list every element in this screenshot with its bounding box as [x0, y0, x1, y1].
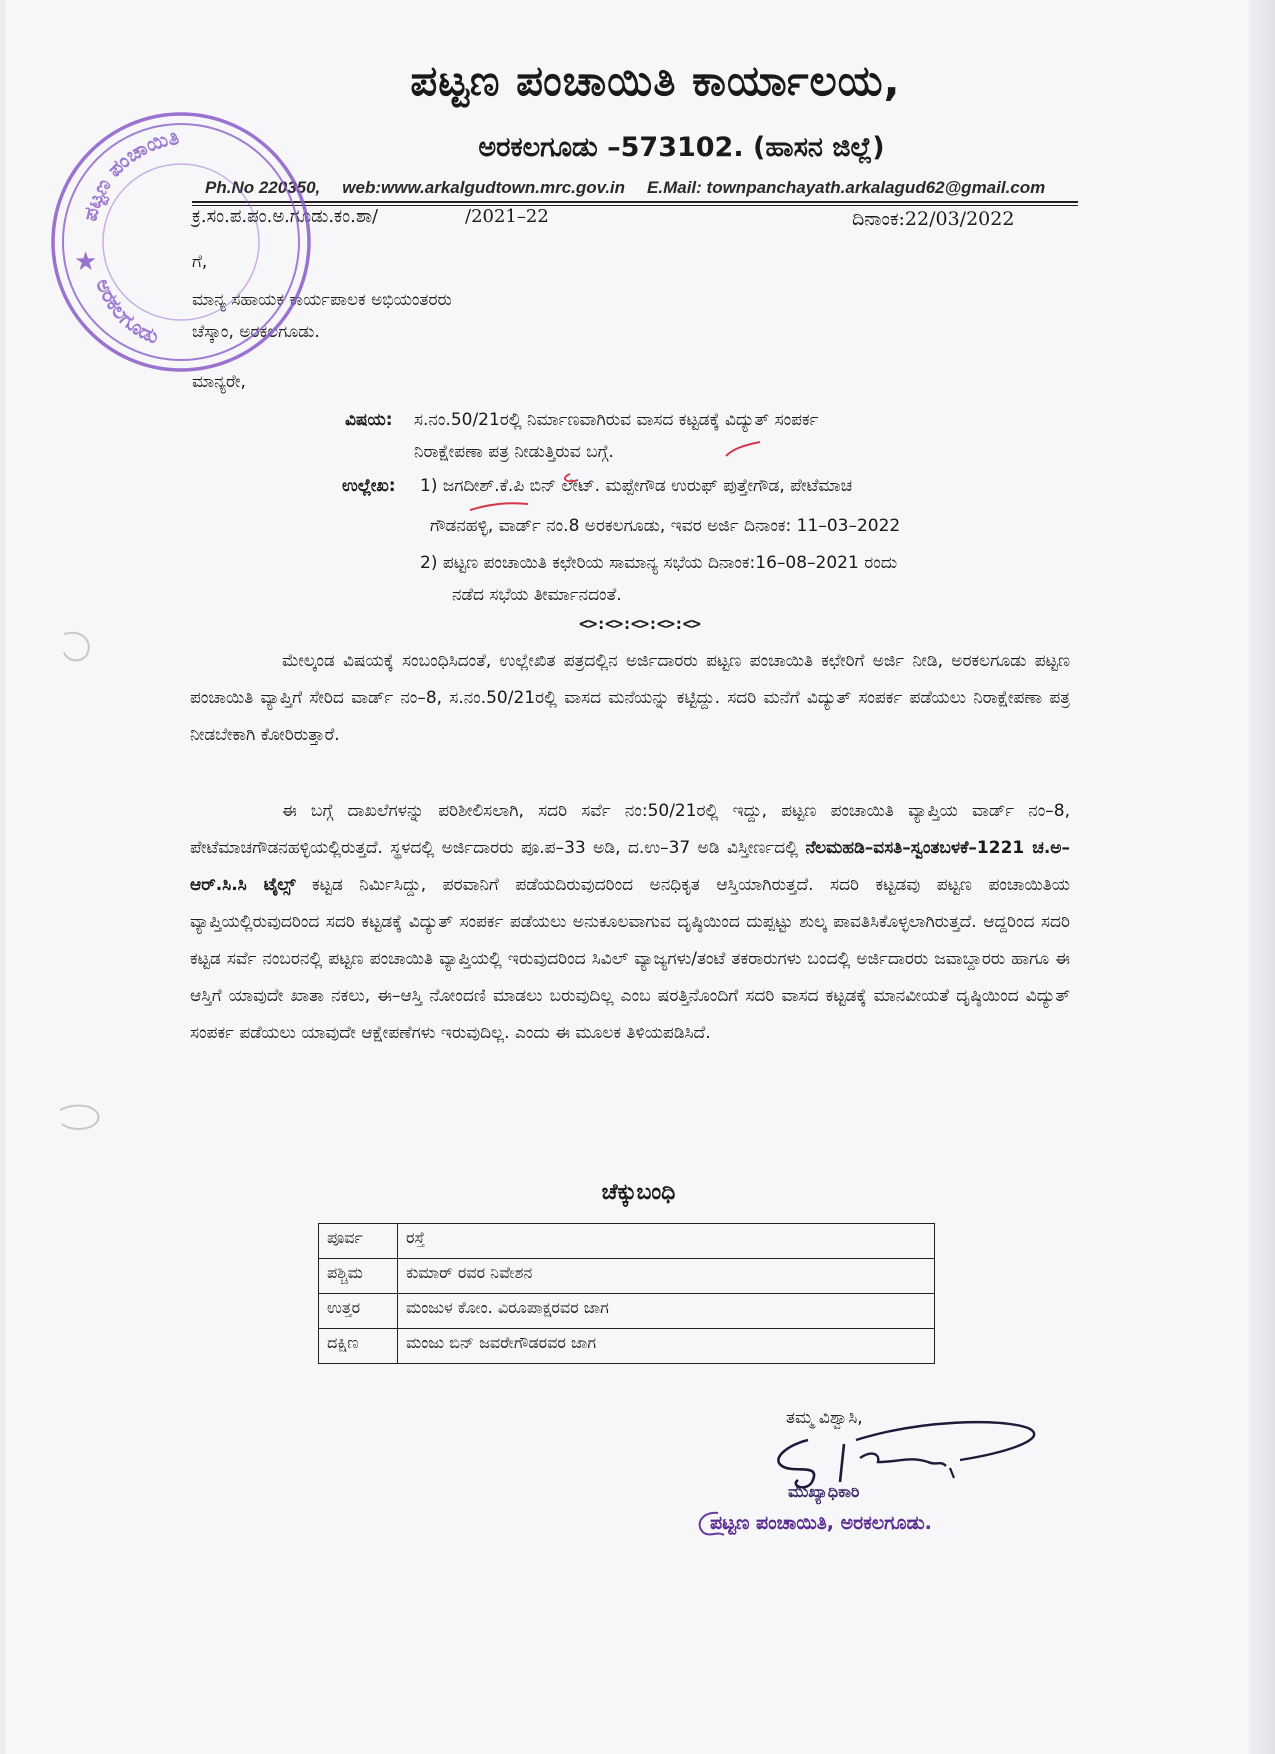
office-title: ಪಟ್ಟಣ ಪಂಚಾಯಿತಿ ಕಾರ್ಯಾಲಯ, — [410, 56, 901, 105]
punch-hole-icon — [50, 620, 100, 670]
building-description: ನೆಲಮಹಡಿ–ವಸತಿ–ಸ್ವಂತಬಳಕೆ–1221 ಚ.ಅ–ಆರ್.ಸಿ.ಸಿ ಟೈಲ್ಸ್ — [190, 838, 1070, 895]
signature-icon — [760, 1410, 1060, 1520]
punch-hole-icon — [50, 1090, 110, 1140]
paper-edge-right — [1249, 0, 1275, 1754]
boundaries-table — [318, 1223, 935, 1364]
office-address: ಅರಕಲಗೂಡು –573102. (ಹಾಸನ ಜಿಲ್ಲೆ) — [478, 132, 885, 163]
boundary-direction: ಪೂರ್ವ — [319, 1224, 398, 1259]
subject-label: ವಿಷಯ: — [345, 410, 393, 430]
svg-text:★: ★ — [74, 247, 98, 277]
website: web:www.arkalgudtown.mrc.gov.in — [342, 178, 626, 197]
boundary-value: ಮಂಜುಳ ಕೋಂ. ವಿರೂಪಾಕ್ಷರವರ ಜಾಗ — [398, 1294, 935, 1329]
stamp-flourish-icon — [688, 1505, 728, 1545]
pen-annotation-icon — [470, 440, 830, 550]
reference-2-line-2: ನಡೆದ ಸಭೆಯ ತೀರ್ಮಾನದಂತೆ. — [452, 585, 622, 605]
table-row — [319, 1224, 935, 1259]
closing-text: ತಮ್ಮ ವಿಶ್ವಾಸಿ, — [786, 1408, 863, 1428]
email-address: E.Mail: townpanchayath.arkalagud62@gmail.com — [647, 178, 1046, 197]
letter-date: ದಿನಾಂಕ:22/03/2022 — [852, 208, 1015, 230]
body-paragraph-1: ಮೇಲ್ಕಂಡ ವಿಷಯಕ್ಕೆ ಸಂಬಂಧಿಸಿದಂತೆ, ಉಲ್ಲೇಖಿತ ಪತ್ರದಲ್ಲಿನ ಅರ್ಜಿದಾರರು ಪಟ್ಟಣ ಪಂಚಾಯಿತಿ ಕಛೇರಿಗೆ ಅರ್ಜಿ ನೀಡಿ, ಅರಕಲಗೂಡು ಪಟ್ಟಣ ಪಂಚಾಯಿತಿ ವ್ಯಾಪ್ತಿಗೆ ಸೇರಿದ ವಾರ್ಡ್ ನಂ–8, ಸ.ನಂ.50/21ರಲ್ಲಿ ವಾಸದ ಮನೆಯನ್ನು ಕಟ್ಟಿದ್ದು. ಸದರಿ ಮನೆಗೆ ವಿದ್ಯುತ್ ಸಂಪರ್ಕ ಪಡೆಯಲು ನಿರಾಕ್ಷೇಪಣಾ ಪತ್ರ ನೀಡಬೇಕಾಗಿ ಕೋರಿರುತ್ತಾರೆ. — [190, 651, 1070, 745]
reference-year: /2021–22 — [465, 206, 549, 227]
boundary-direction: ಉತ್ತರ — [319, 1294, 398, 1329]
reference-number: ಕ್ರ.ಸಂ.ಪ.ಪಂ.ಅ.ಗೂಡು.ಕಂ.ಶಾ/ — [192, 206, 379, 227]
references-label: ಉಲ್ಲೇಖ: — [342, 476, 396, 496]
boundary-value: ರಸ್ತೆ — [398, 1224, 935, 1259]
subject-line-1: ಸ.ನಂ.50/21ರಲ್ಲಿ ನಿರ್ಮಾಣವಾಗಿರುವ ವಾಸದ ಕಟ್ಟಡಕ್ಕೆ ವಿದ್ಯುತ್ ಸಂಪರ್ಕ — [414, 410, 819, 430]
boundary-value: ಕುಮಾರ್ ರವರ ನಿವೇಶನ — [398, 1259, 935, 1294]
phone-number: Ph.No 220350, — [205, 178, 321, 197]
boundaries-heading: ಚೆಕ್ಕುಬಂಧಿ — [601, 1180, 676, 1205]
addressee-line-1: ಮಾನ್ಯ ಸಹಾಯಕ ಕಾರ್ಯಪಾಲಕ ಅಭಿಯಂತರರು — [192, 290, 452, 310]
signatory-title: ಮುಖ್ಯಾಧಿಕಾರಿ — [788, 1482, 860, 1501]
reference-1-line-1: 1) ಜಗದೀಶ್.ಕೆ.ಪಿ ಬಿನ್ ಲೇಟ್. ಮಪ್ಪೇಗೌಡ ಉರುಫ್ ಪುತ್ತೇಗೌಡ, ಪೇಟೆಮಾಚ — [420, 476, 853, 496]
signatory-office: ಪಟ್ಟಣ ಪಂಚಾಯಿತಿ, ಅರಕಲಗೂಡು. — [710, 1512, 932, 1534]
table-row — [319, 1294, 935, 1329]
body-paragraph-2: ಈ ಬಗ್ಗೆ ದಾಖಲೆಗಳನ್ನು ಪರಿಶೀಲಿಸಲಾಗಿ, ಸದರಿ ಸರ್ವೆ ನಂ:50/21ರಲ್ಲಿ ಇದ್ದು, ಪಟ್ಟಣ ಪಂಚಾಯಿತಿ ವ್ಯಾಪ್ತಿಯ ವಾರ್ಡ್ ನಂ–8, ಪೇಟೆಮಾಚಗೌಡನಹಳ್ಳಿಯಲ್ಲಿರುತ್ತದೆ. ಸ್ಥಳದಲ್ಲಿ ಅರ್ಜಿದಾರರು ಪೂ.ಪ–33 ಅಡಿ, ದ.ಉ–37 ಅಡಿ ವಿಸ್ತೀರ್ಣದಲ್ಲಿ ನೆಲಮಹಡಿ–ವಸತಿ–ಸ್ವಂತಬಳಕೆ–1221 ಚ.ಅ–ಆರ್.ಸಿ.ಸಿ ಟೈಲ್ಸ್ ಕಟ್ಟಡ ನಿರ್ಮಿಸಿದ್ದು, ಪರವಾನಿಗೆ ಪಡೆಯದಿರುವುದರಿಂದ ಅನಧಿಕೃತ ಆಸ್ತಿಯಾಗಿರುತ್ತದೆ. ಸದರಿ ಕಟ್ಟಡವು ಪಟ್ಟಣ ಪಂಚಾಯಿತಿಯ ವ್ಯಾಪ್ತಿಯಲ್ಲಿರುವುದರಿಂದ ಸದರಿ ಕಟ್ಟಡಕ್ಕೆ ವಿದ್ಯುತ್ ಸಂಪರ್ಕ ಪಡೆಯಲು ಅನುಕೂಲವಾಗುವ ದೃಷ್ಠಿಯಿಂದ ದುಪ್ಪಟ್ಟು ಶುಲ್ಕ ಪಾವತಿಸಿಕೊಳ್ಳಲಾಗಿರುತ್ತದೆ. ಆದ್ದರಿಂದ ಸದರಿ ಕಟ್ಟಡ ಸರ್ವೆ ನಂಬರನಲ್ಲಿ ಪಟ್ಟಣ ಪಂಚಾಯಿತಿ ವ್ಯಾಪ್ತಿಯಲ್ಲಿ ಇರುವುದರಿಂದ ಸಿವಿಲ್ ವ್ಯಾಜ್ಯಗಳು/ತಂಟೆ ತಕರಾರುಗಳು ಬಂದಲ್ಲಿ ಅರ್ಜಿದಾರರು ಜವಾಬ್ದಾರರು ಹಾಗೂ ಈ ಆಸ್ತಿಗೆ ಯಾವುದೇ ಖಾತಾ ನಕಲು, ಈ–ಆಸ್ತಿ ನೋಂದಣಿ ಮಾಡಲು ಬರುವುದಿಲ್ಲ ಎಂಬ ಷರತ್ತಿನೊಂದಿಗೆ ಸದರಿ ವಾಸದ ಕಟ್ಟಡಕ್ಕೆ ಮಾನವೀಯತೆ ದೃಷ್ಠಿಯಿಂದ ವಿದ್ಯುತ್ ಸಂಪರ್ಕ ಪಡೆಯಲು ಯಾವುದೇ ಆಕ್ಷೇಪಣೆಗಳು ಇರುವುದಿಲ್ಲ. ಎಂದು ಈ ಮೂಲಕ ತಿಳಿಯಪಡಿಸಿದೆ. — [190, 801, 1070, 1043]
section-separator: <>:<>:<>:<>:<> — [579, 614, 700, 633]
addressee-line-2: ಚೆಸ್ಕಾಂ, ಅರಕಲಗೂಡು. — [192, 322, 320, 342]
svg-text:ಅರಕಲಗೂಡು: ಅರಕಲಗೂಡು — [91, 275, 163, 349]
reference-1-line-2: ಗೌಡನಹಳ್ಳಿ, ವಾರ್ಡ್ ನಂ.8 ಅರಕಲಗೂಡು, ಇವರ ಅರ್ಜಿ ದಿನಾಂಕ: 11–03–2022 — [430, 516, 901, 536]
table-row — [319, 1259, 935, 1294]
paper-edge-left — [0, 0, 6, 1754]
boundary-direction: ಪಶ್ಚಿಮ — [319, 1259, 398, 1294]
official-seal-icon — [36, 92, 336, 382]
boundary-value: ಮಂಜು ಬಿನ್ ಜವರೇಗೌಡರವರ ಜಾಗ — [398, 1329, 935, 1364]
boundary-direction: ದಕ್ಷಿಣ — [319, 1329, 398, 1364]
reference-2-line-1: 2) ಪಟ್ಟಣ ಪಂಚಾಯಿತಿ ಕಛೇರಿಯ ಸಾಮಾನ್ಯ ಸಭೆಯ ದಿನಾಂಕ:16–08–2021 ರಂದು — [420, 553, 898, 573]
svg-text:ಪಟ್ಟಣ ಪಂಚಾಯಿತಿ: ಪಟ್ಟಣ ಪಂಚಾಯಿತಿ — [77, 125, 181, 224]
subject-line-2: ನಿರಾಕ್ಷೇಪಣಾ ಪತ್ರ ನೀಡುತ್ತಿರುವ ಬಗ್ಗೆ. — [414, 442, 614, 462]
salutation: ಮಾನ್ಯರೇ, — [192, 372, 246, 392]
table-row — [319, 1329, 935, 1364]
addressee-to: ಗೆ, — [192, 252, 208, 272]
